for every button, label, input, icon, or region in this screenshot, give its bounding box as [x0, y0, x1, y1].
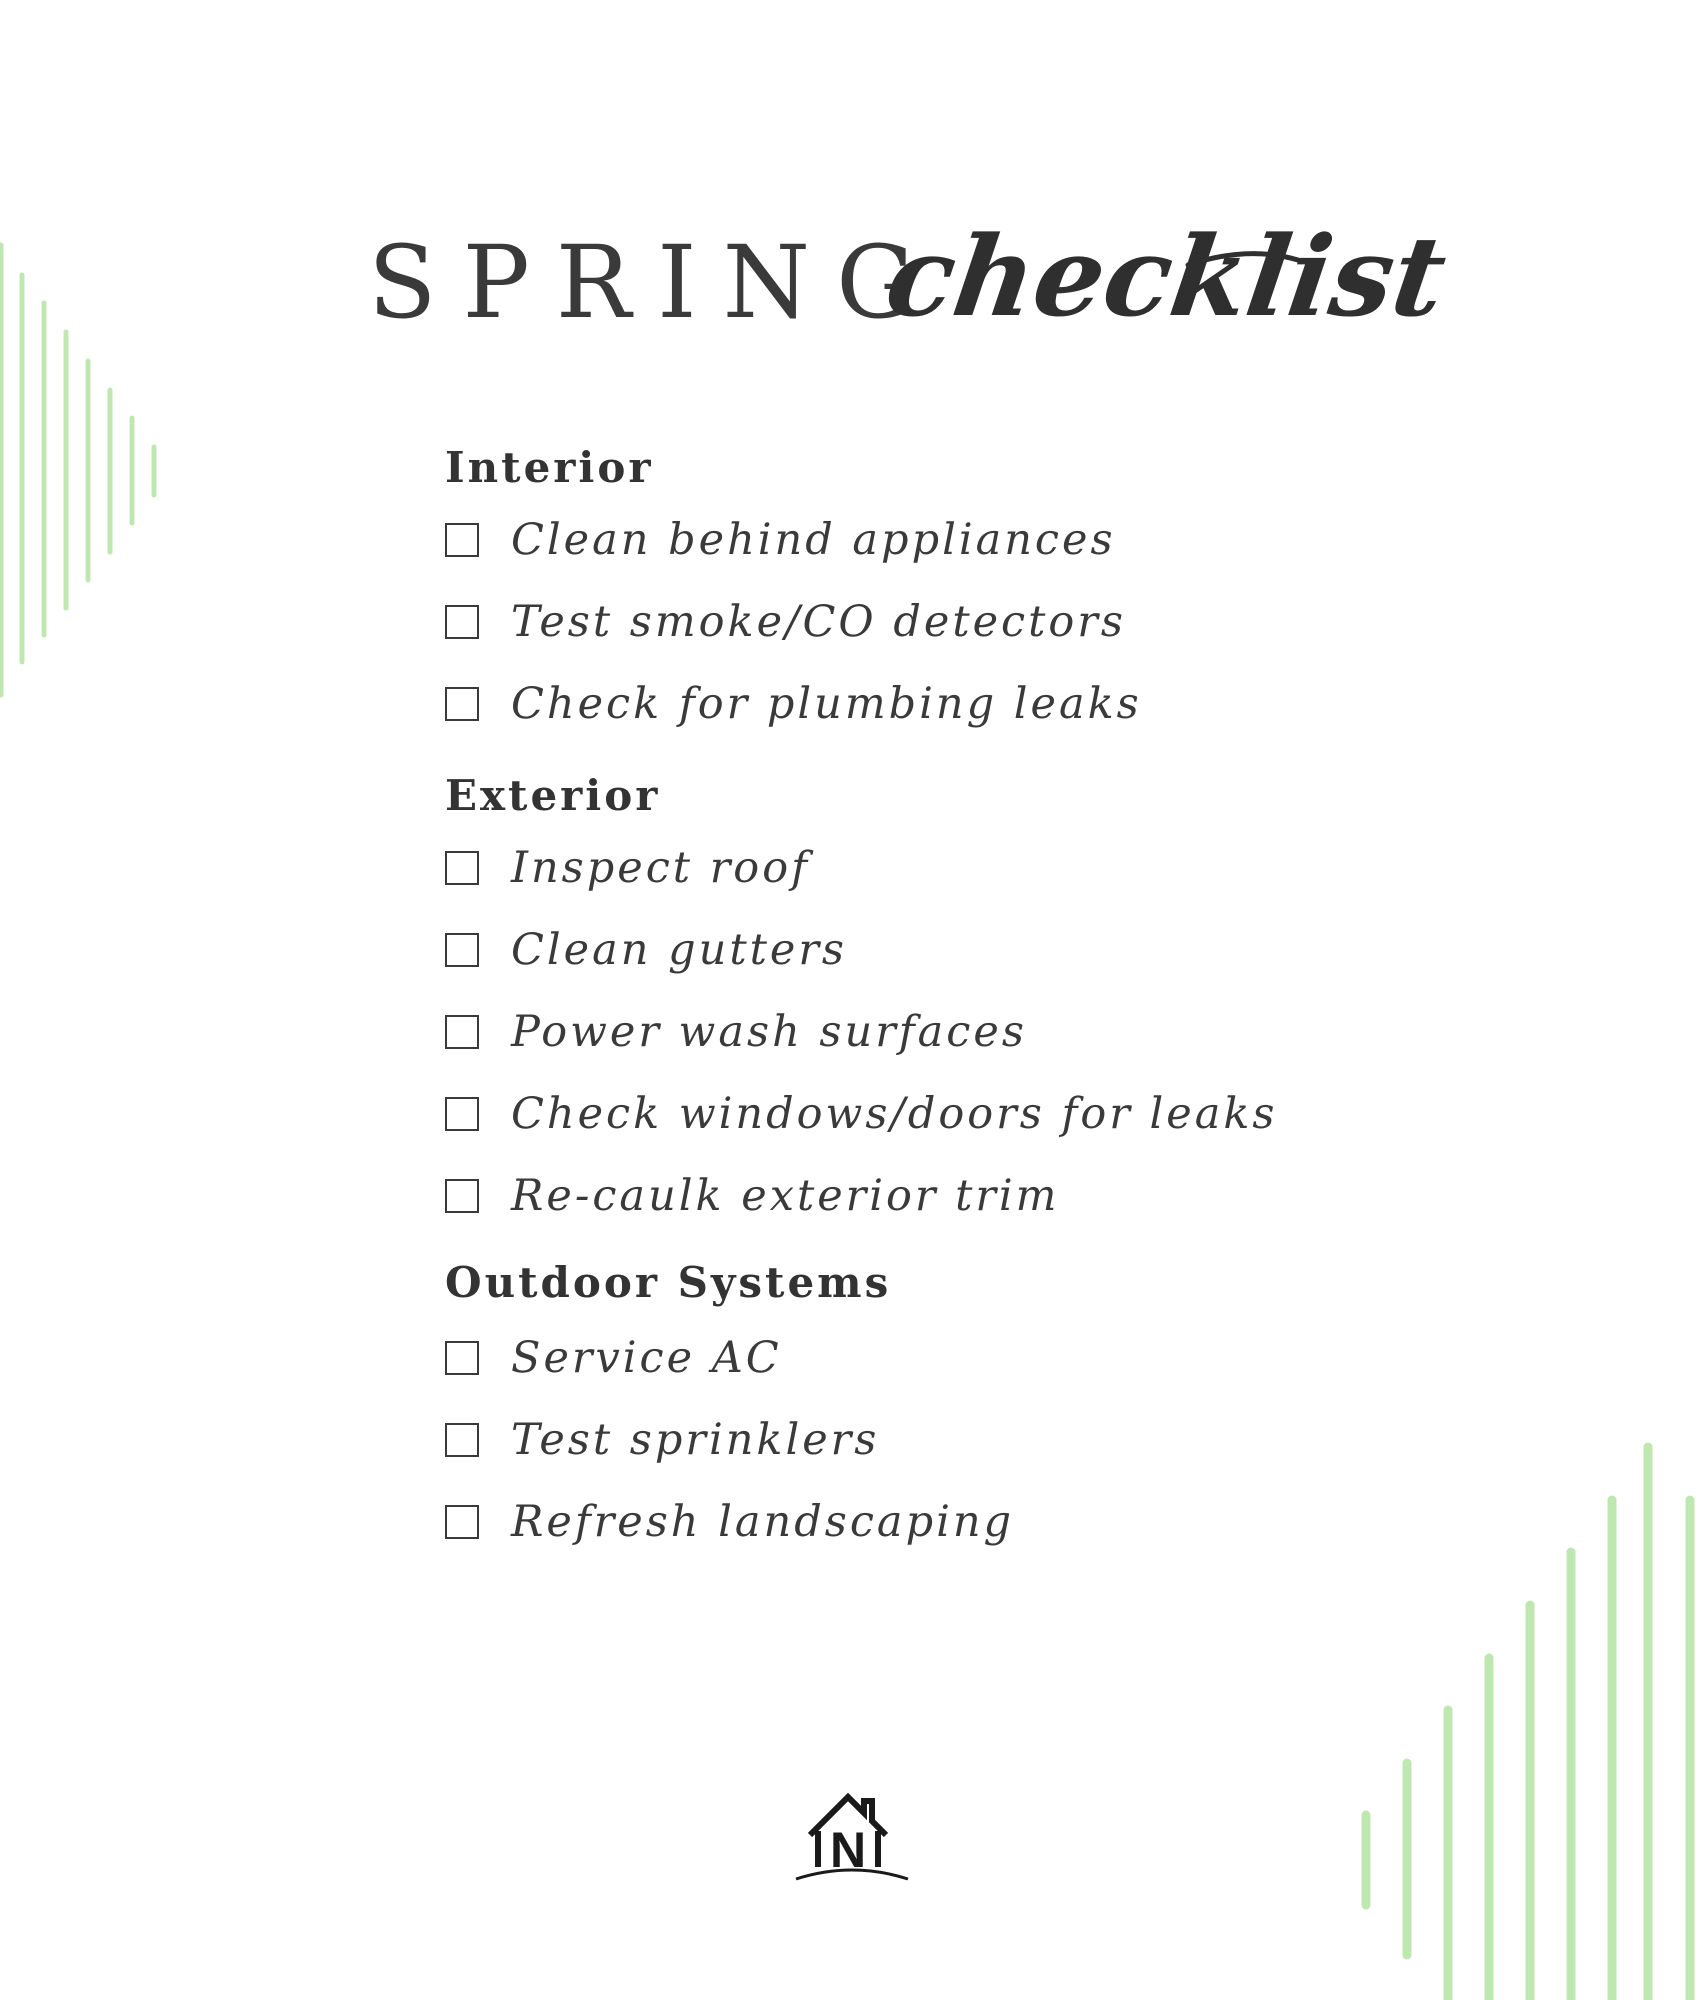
decorative-stripes-right — [1350, 1430, 1700, 2000]
checkbox[interactable] — [445, 933, 479, 967]
logo-letter: N — [829, 1822, 867, 1878]
checkbox[interactable] — [445, 1015, 479, 1049]
checkbox[interactable] — [445, 605, 479, 639]
checkbox[interactable] — [445, 851, 479, 885]
checklist-item[interactable] — [445, 592, 1126, 652]
checklist-item[interactable] — [445, 1084, 1277, 1144]
checkbox[interactable] — [445, 1423, 479, 1457]
checklist-item-label: Inspect roof — [511, 842, 810, 893]
checkbox[interactable] — [445, 523, 479, 557]
checklist-item[interactable] — [445, 510, 1116, 570]
checklist-item[interactable] — [445, 1166, 1059, 1226]
page-title — [368, 205, 1454, 365]
section-heading-exterior: Exterior — [445, 771, 661, 820]
checklist-item-label: Check for plumbing leaks — [511, 678, 1142, 729]
checklist-item[interactable] — [445, 674, 1142, 734]
checklist-item-label: Test sprinklers — [511, 1414, 880, 1465]
checklist-item[interactable] — [445, 1002, 1027, 1062]
checklist-item[interactable] — [445, 838, 810, 898]
checklist-item-label: Test smoke/CO detectors — [511, 596, 1126, 647]
checkbox[interactable] — [445, 1505, 479, 1539]
checklist-item[interactable] — [445, 1410, 879, 1470]
checklist-item-label: Clean gutters — [511, 924, 847, 975]
checkbox[interactable] — [445, 1179, 479, 1213]
checklist-item-label: Refresh landscaping — [511, 1496, 1015, 1547]
checklist-item[interactable] — [445, 1492, 1014, 1552]
checklist-item-label: Clean behind appliances — [511, 514, 1116, 565]
checkbox[interactable] — [445, 1341, 479, 1375]
section-heading-interior: Interior — [445, 443, 654, 492]
checklist-item[interactable] — [445, 1328, 782, 1388]
checklist-item-label: Service AC — [511, 1332, 782, 1383]
title-script — [878, 205, 1454, 355]
title-script-text: checklist — [878, 212, 1454, 342]
checkbox[interactable] — [445, 1097, 479, 1131]
checklist-item-label: Re-caulk exterior trim — [511, 1170, 1060, 1221]
house-logo-icon — [792, 1775, 912, 1885]
section-heading-outdoor-systems: Outdoor Systems — [445, 1258, 892, 1307]
checklist-item[interactable] — [445, 920, 847, 980]
title-caps: SPRING — [368, 224, 942, 341]
checklist-item-label: Power wash surfaces — [511, 1006, 1027, 1057]
decorative-stripes-left — [0, 230, 180, 710]
checklist-item-label: Check windows/doors for leaks — [511, 1088, 1278, 1139]
checkbox[interactable] — [445, 687, 479, 721]
